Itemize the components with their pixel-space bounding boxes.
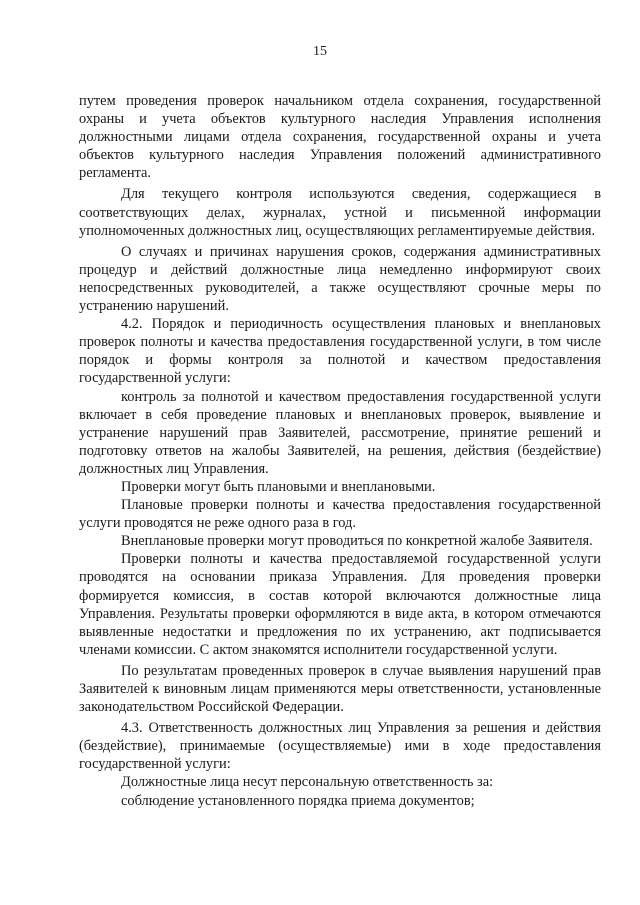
paragraph-6: Проверки могут быть плановыми и внеплановыми.	[121, 478, 436, 495]
paragraph-7: Плановые проверки полноты и качества предоставления государственной услуги проводятся не реже одного раза в год.	[79, 497, 601, 532]
section-4-3-heading: 4.3. Ответственность должностных лиц Управления за решения и действия (бездействие), принимаемые (осуществляемые) ими в ходе предоставления государственной услуги:	[79, 720, 601, 773]
paragraph-12: Должностные лица несут персональную ответственность за:	[121, 774, 494, 791]
paragraph-2: Для текущего контроля используются сведения, содержащиеся в соответствующих делах, журналах, устной и письменной информации уполномоченных должностных лиц, осуществляющих регламентируемые действия.	[79, 186, 601, 239]
paragraph-5: контроль за полнотой и качеством предоставления государственной услуги включает в себя проведение плановых и внеплановых проверок, выявление и устранение нарушений прав Заявителей, рассмотрение, принятие решений и подготовку ответов на жалобы Заявителей, на решения, действия (бездействие) должностных лиц Управления.	[79, 388, 601, 477]
document-body	[79, 92, 601, 810]
paragraph-9: Проверки полноты и качества предоставляемой государственной услуги проводятся на основании приказа Управления. Для проведения проверки формируется комиссия, в состав которой включаются должностные лица Управления. Результаты проверки оформляются в виде акта, в котором отмечаются выявленные недостатки и предложения по их устранению, акт подписывается членами комиссии. С актом знакомятся исполнители государственной услуги.	[79, 551, 601, 658]
paragraph-8: Внеплановые проверки могут проводиться по конкретной жалобе Заявителя.	[121, 533, 593, 550]
paragraph-3: О случаях и причинах нарушения сроков, содержания административных процедур и действий должностные лица немедленно информируют своих непосредственных руководителей, а также осуществляют срочные меры по устранению нарушений.	[79, 243, 601, 315]
paragraph-1: путем проведения проверок начальником отдела сохранения, государственной охраны и учета объектов культурного наследия Управления исполнения должностными лицами отдела сохранения, государственной охраны и учета объектов культурного наследия Управления положений административного регламента.	[79, 93, 601, 182]
paragraph-10: По результатам проведенных проверок в случае выявления нарушений прав Заявителей к виновным лицам применяются меры ответственности, установленные законодательством Российской Федерации.	[79, 662, 601, 716]
page-number: 15	[313, 44, 327, 59]
paragraph-13: соблюдение установленного порядка приема документов;	[121, 792, 475, 809]
section-4-2-heading: 4.2. Порядок и периодичность осуществления плановых и внеплановых проверок полноты и качества предоставления государственной услуги, в том числе порядок и формы контроля за полнотой и качеством предоставления государственной услуги:	[79, 316, 601, 387]
